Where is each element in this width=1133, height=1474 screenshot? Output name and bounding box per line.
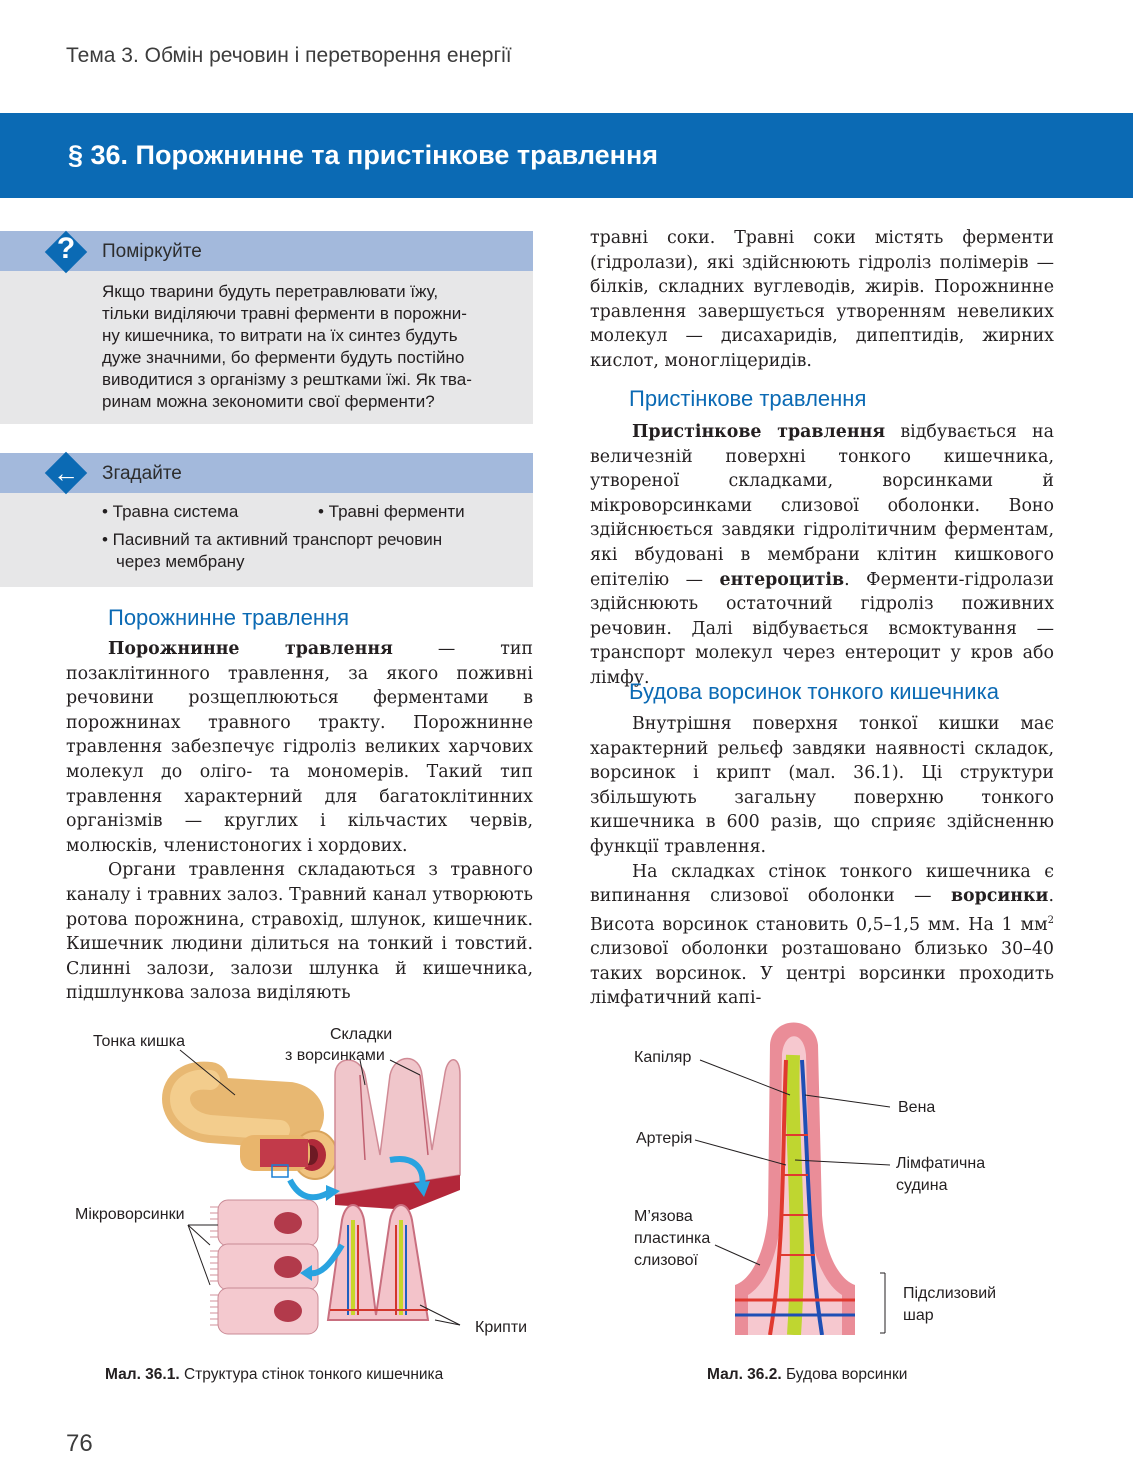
text-column-right: Пристінкове травлення відбувається на величезній поверхні тонкого кишечника, утвореної складками, ворсинками й мікроворсинками слизової оболонки. Воно здійснюється завдяки гідролітичним ферментам, які вбудовані в мембрани клітин кишкового епітелію — ентероцитів. Ферменти-гідролази здійснюють остаточний гідроліз поживних речовин. Далі відбувається всмоктування — транспорт молекул через ентероцит у кров або лімфу. — [590, 422, 1054, 688]
text-column-left: Порожнинне травлення — тип позаклітинного травлення, за якого поживні речовини розщеплюються ферментами в порожнинах травного тракту. Порожнинне травлення забезпечує гідроліз великих харчових молекул до оліго- та мономерів. Такий тип травлення характерний для багатоклітинних організмів — круглих і кільчастих червів, молюсків, членистоногих і хордових. Органи травлення складаються з травного каналу і травних залоз. Травний канал утворюють ротова порожнина, стравохід, шлунок, кишечник. Кишечник людини ділиться на тонкий і товстий. Слинні залози, залози шлунка й кишечника, підшлункова залоза виділяють — [66, 639, 534, 1004]
figure-caption: Мал. 36.1. Структура стінок тонкого кишечника — [105, 1366, 444, 1383]
section-heading: Порожнинне травлення — [108, 605, 350, 630]
label-lymph-vessel: Лімфатична — [896, 1155, 986, 1172]
section-heading: Будова ворсинок тонкого кишечника — [629, 679, 999, 704]
recall-box-title: Згадайте — [102, 463, 182, 484]
label-microvilli: Мікроворсинки — [75, 1206, 185, 1223]
recall-item: • Травні ферменти — [318, 502, 465, 521]
think-box-title: Поміркуйте — [102, 241, 202, 262]
label-artery: Артерія — [636, 1130, 693, 1147]
page-number: 76 — [66, 1430, 93, 1457]
page-title: § 36. Порожнинне та пристінкове травлення — [68, 140, 659, 170]
label-submucosa: шар — [903, 1307, 934, 1324]
figure-caption: Мал. 36.2. Будова ворсинки — [707, 1366, 908, 1383]
label-small-intestine: Тонка кишка — [93, 1033, 185, 1050]
label-folds: Складки — [330, 1026, 393, 1043]
text-column-right: травні соки. Травні соки містять ферменти (гідролази), які здійснюють гідроліз полімерів — білків, складних вуглеводів, жирів. Порожнинне травлення завершується утворенням невеликих молекул — дисахаридів, дипептидів, жирних кислот, моногліцеридів. — [590, 228, 1054, 371]
label-muscle-plate: пластинка — [634, 1230, 711, 1247]
section-heading: Пристінкове травлення — [629, 386, 867, 411]
recall-item: • Пасивний та активний транспорт речовин — [102, 530, 443, 549]
question-mark-glyph: ? — [56, 232, 76, 265]
label-muscle-plate: М’язова — [634, 1208, 693, 1225]
label-capillary: Капіляр — [634, 1049, 692, 1066]
figure-villus-structure — [690, 1015, 900, 1335]
think-box-text: Якщо тварини будуть перетравлювати їжу, тільки виділяючи травні ферменти в порожни- ну кишечника, то витрати на їх синтез будуть дуже значними, бо ферменти будуть постійно виводитися з організму з рештками їжі. Як тва- ринам можна зекономити свої ферменти? — [102, 282, 472, 411]
villi-crypts-illustration — [328, 1205, 428, 1320]
small-intestine-illustration — [180, 1080, 337, 1179]
label-muscle-plate: слизової — [634, 1252, 698, 1269]
text-column-right: Внутрішня поверхня тонкої кишки має характерний рельєф завдяки наявності складок, ворсинок і крипт (мал. 36.1). Ці структури збільшують загальну поверхню тонкого кишечника в 600 разів, що сприяє здійсненню функції травлення. На складках стінок тонкого кишечника є випинання слизової оболонки — ворсинки. Висота ворсинок становить 0,5–1,5 мм. На 1 $мм^2$ слизової оболонки розташовано близько 30–40 таких ворсинок. У центрі ворсинки проходить лімфатичний капі- — [590, 714, 1054, 1009]
label-vein: Вена — [898, 1099, 936, 1116]
recall-item: • Травна система — [102, 502, 239, 521]
villus-illustration — [735, 1023, 855, 1336]
microvilli-illustration — [210, 1200, 318, 1334]
recall-item: через мембрану — [116, 552, 245, 571]
arrow-left-glyph: ← — [53, 458, 79, 488]
folds-with-villi-illustration — [335, 1059, 460, 1211]
label-lymph-vessel: судина — [896, 1177, 948, 1194]
label-folds: з ворсинками — [285, 1047, 385, 1064]
label-submucosa: Підслизовий — [903, 1285, 997, 1302]
label-crypts: Крипти — [475, 1319, 528, 1336]
topic-header: Тема 3. Обмін речовин і перетворення енергії — [66, 44, 512, 67]
